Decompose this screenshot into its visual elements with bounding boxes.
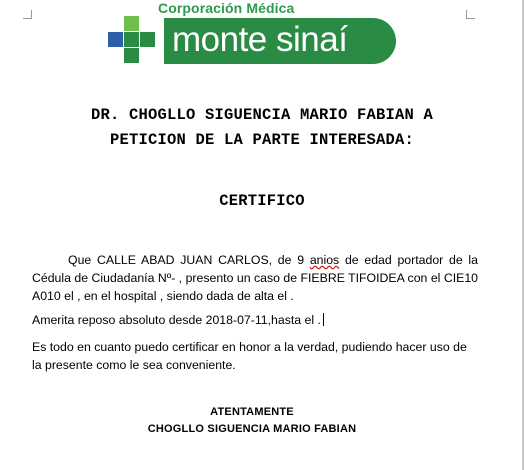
- doctor-heading-line2: PETICION DE LA PARTE INTERESADA:: [109, 131, 415, 149]
- text-cursor: [323, 313, 324, 326]
- signature-name: CHOGLLO SIGUENCIA MARIO FABIAN: [147, 423, 357, 435]
- paragraph-text: Amerita reposo absoluto desde 2018-07-11,hasta el .: [32, 313, 321, 327]
- clinic-logo: [108, 0, 398, 68]
- spellcheck-flagged-word: anios: [309, 253, 340, 267]
- signature-label: ATENTAMENTE: [210, 406, 294, 418]
- certificate-paragraph-rest: [32, 311, 478, 329]
- medical-cross-icon: [108, 16, 156, 64]
- logo-brand-name: monte sinaí: [172, 20, 348, 59]
- logo-tagline: Corporación Médica: [158, 0, 295, 16]
- certificate-title: CERTIFICO: [219, 192, 305, 210]
- doctor-heading-line1: DR. CHOGLLO SIGUENCIA MARIO FABIAN A: [90, 106, 434, 124]
- certificate-paragraph-closing: Es todo en cuanto puedo certificar en honor a la verdad, pudiendo hacer uso de la presente como le sea conveniente.: [32, 340, 467, 372]
- paragraph-text: de edad portador de la Cédula de Ciudadanía Nº- , presento un caso de FIEBRE TIFOIDEA con el CIE10 A010 el , en el hospital , siendo dada de alta el .: [32, 253, 478, 303]
- certificate-paragraph-patient: [32, 251, 478, 305]
- margin-mark-top-left: [23, 10, 32, 19]
- paragraph-text: Que CALLE ABAD JUAN CARLOS, de 9: [68, 253, 310, 267]
- margin-mark-top-right: [466, 10, 475, 19]
